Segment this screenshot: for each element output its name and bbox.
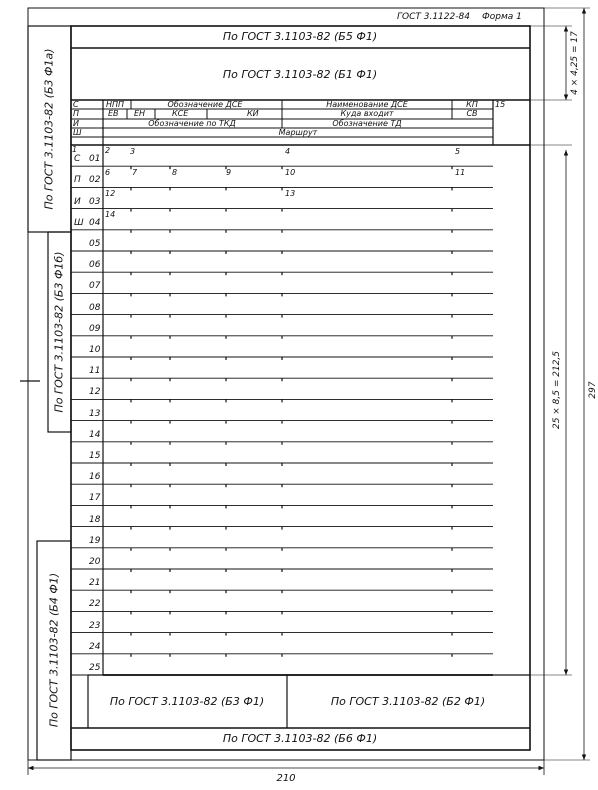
hdr-letter-i: И [73,119,79,128]
hdr-npp: НПП [106,100,125,109]
standard-label: ГОСТ 3.1122-84 [397,12,470,22]
block-b3f1a: По ГОСТ 3.1103-82 (Б3 Ф1а) [42,48,56,210]
sheet-border [28,8,544,760]
row-number: 21 [89,578,101,589]
hdr-en: ЕН [134,109,146,118]
field-8: 8 [172,168,178,177]
row-number: 01 [89,154,101,165]
row-number: 10 [89,345,101,355]
row-number: 23 [89,620,101,631]
block-b5f1: По ГОСТ 3.1103-82 (Б5 Ф1) [222,30,378,43]
form-label: Форма 1 [482,12,522,22]
hdr-letter-s: С [73,100,79,109]
row-letter: С [74,154,81,165]
row-letter: Ш [74,217,84,228]
hdr-td: Обозначение ТД [332,119,402,128]
dim-top: 4 × 4,25 = 17 [570,31,580,95]
row-number: 05 [89,239,101,249]
row-number: 04 [89,217,101,228]
row-number: 25 [89,663,101,673]
hdr-15: 15 [495,100,506,109]
field-12: 12 [105,189,116,198]
hdr-kse: КСЕ [172,109,189,118]
row-number: 18 [89,514,101,525]
row-letter: И [74,196,81,207]
row-number: 03 [89,196,101,207]
row-number: 09 [89,323,101,334]
hdr-ki: КИ [247,109,259,118]
block-b6f1: По ГОСТ 3.1103-82 (Б6 Ф1) [222,732,378,745]
row-number: 20 [89,557,101,567]
row-number: 14 [89,429,101,440]
field-13: 13 [285,189,296,198]
dim-width: 210 [276,773,296,784]
row-number: 22 [89,599,101,610]
row-number: 15 [89,451,101,461]
block-b4f1: По ГОСТ 3.1103-82 (Б4 Ф1) [47,572,61,728]
row-number: 16 [89,472,101,483]
hdr-name: Наименование ДСЕ [326,100,408,109]
row-number: 24 [89,641,101,652]
hdr-route: Маршрут [278,128,318,137]
field-10: 10 [285,168,296,177]
field-4: 4 [285,147,291,156]
hdr-where: Куда входит [340,109,394,118]
field-2: 2 [105,146,111,155]
block-b1f1: По ГОСТ 3.1103-82 (Б1 Ф1) [222,68,378,81]
hdr-kp: КП [466,100,478,109]
hdr-tkd: Обозначение по ТКД [148,119,236,128]
dim-rows: 25 × 8,5 = 212,5 [552,350,562,430]
block-b3f1b: По ГОСТ 3.1103-82 (Б3 Ф1б) [52,251,66,413]
block-b2f1: По ГОСТ 3.1103-82 (Б2 Ф1) [330,695,486,708]
field-9: 9 [226,168,232,177]
block-b3f1: По ГОСТ 3.1103-82 (Б3 Ф1) [109,695,265,708]
hdr-letter-sh: Ш [73,128,82,137]
hdr-sv: СВ [466,109,478,118]
row-number: 17 [89,493,101,504]
row-letter: П [74,175,81,186]
field-11: 11 [455,168,466,177]
hdr-letter-p: П [73,109,80,118]
hdr-ev: ЕВ [108,109,119,118]
field-7: 7 [132,168,138,177]
hdr-designation: Обозначение ДСЕ [167,100,243,109]
field-3: 3 [130,147,136,156]
field-5: 5 [455,147,461,156]
field-14: 14 [105,210,116,219]
row-number: 19 [89,535,101,546]
row-number: 13 [89,408,101,419]
field-1: 1 [72,145,78,154]
row-number: 12 [89,387,101,398]
row-number: 08 [89,302,101,313]
field-6: 6 [105,168,111,177]
row-number: 02 [89,175,101,186]
row-number: 11 [89,366,101,377]
row-number: 06 [89,260,101,271]
row-number: 07 [89,281,101,292]
dim-height: 297 [588,381,598,399]
